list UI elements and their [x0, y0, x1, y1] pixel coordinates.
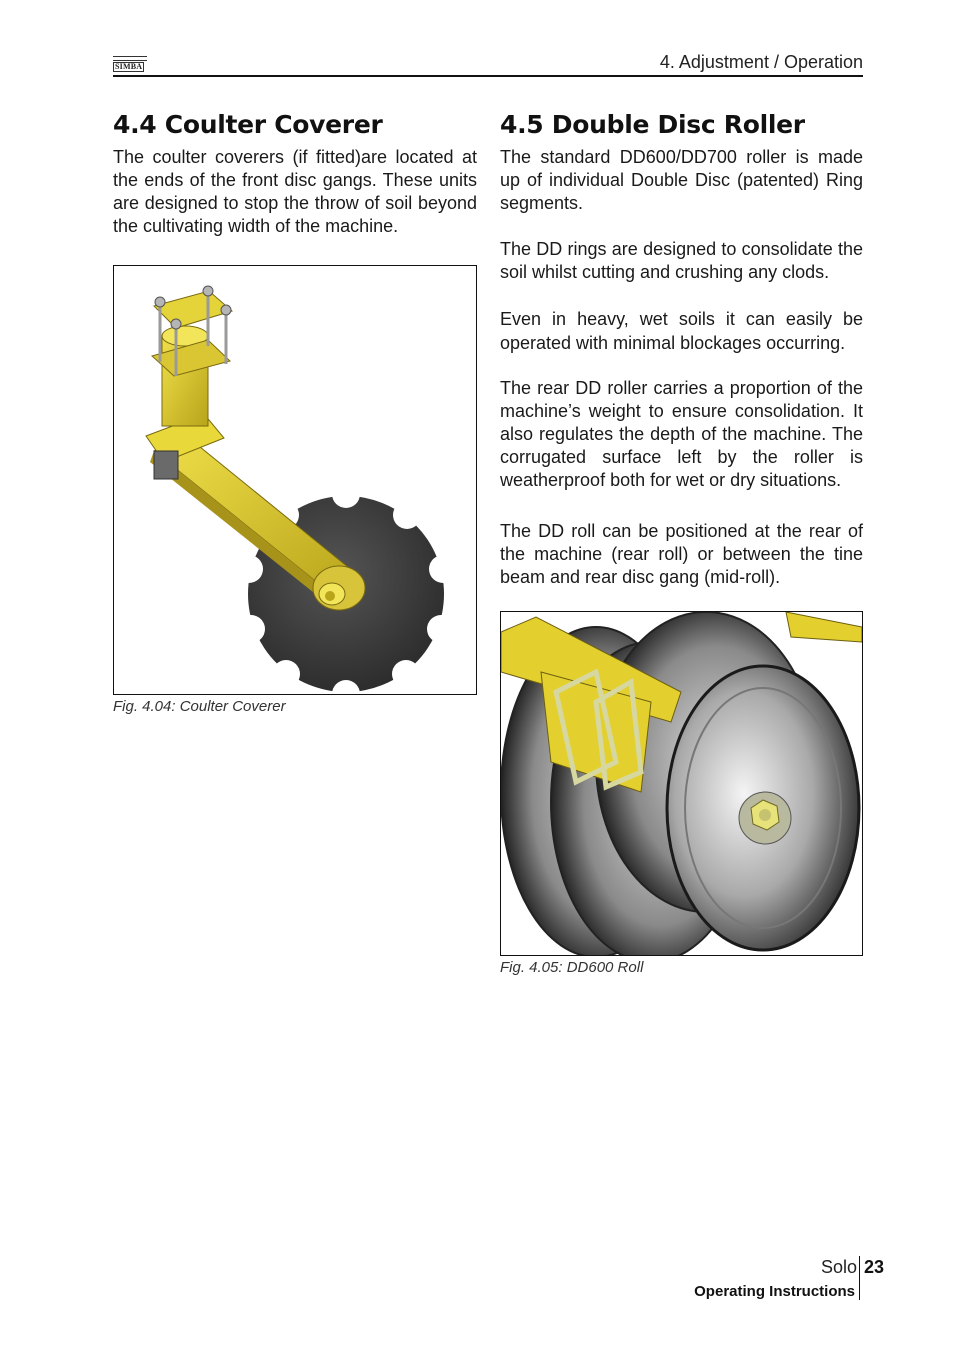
simba-logo — [113, 56, 147, 72]
heading-coulter-coverer: 4.4 Coulter Coverer — [113, 110, 383, 139]
section-title: 4. Adjustment / Operation — [659, 52, 863, 72]
figure-dd600-roll — [500, 611, 863, 956]
paragraph-dd-roller-intro: The standard DD600/DD700 roller is made up of individual Double Disc (patented) Ring segments. — [500, 147, 863, 213]
figure-caption-coulter: Fig. 4.04: Coulter Coverer — [113, 698, 286, 715]
paragraph-coulter-coverer: The coulter coverers (if fitted)are located at the ends of the front disc gangs. These units are designed to stop the throw of soil beyond the cultivating width of the machine. — [113, 147, 477, 236]
figure-caption-dd600: Fig. 4.05: DD600 Roll — [500, 959, 644, 976]
paragraph-roll-position: The DD roll can be positioned at the rear of the machine (rear roll) or between the tine beam and rear disc gang (mid-roll). — [500, 521, 863, 587]
logo-text: SIMBA — [115, 62, 143, 71]
paragraph-heavy-soils: Even in heavy, wet soils it can easily be operated with minimal blockages occurring. — [500, 309, 863, 353]
footer-divider — [859, 1256, 860, 1300]
paragraph-dd-rings: The DD rings are designed to consolidate the soil whilst cutting and crushing any clods. — [500, 239, 863, 282]
logo-bars — [113, 56, 147, 61]
heading-double-disc-roller: 4.5 Double Disc Roller — [500, 110, 805, 139]
coulter-coverer-illustration — [114, 266, 476, 694]
dd600-roll-illustration — [501, 612, 862, 955]
figure-coulter-coverer — [113, 265, 477, 695]
page-number: 23 — [864, 1257, 885, 1277]
paragraph-rear-roller: The rear DD roller carries a proportion of the machine’s weight to ensure consolidation. It also regulates the depth of the machine. The corrugated surface left by the roller is weatherproof both for wet or dry situations. — [500, 378, 863, 490]
footer-document-title: Operating Instructions — [694, 1283, 855, 1300]
footer-product: Solo — [820, 1257, 857, 1277]
header-rule — [113, 75, 863, 77]
